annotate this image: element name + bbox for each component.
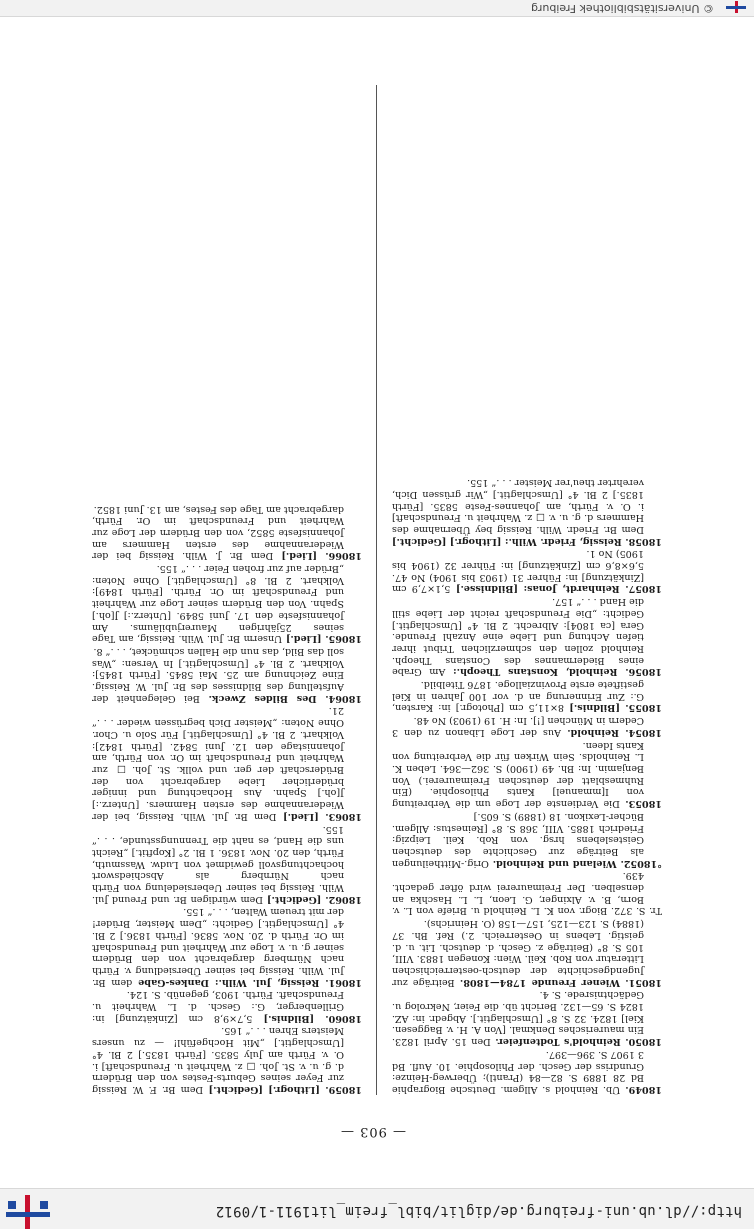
entry-heading: Reinhold, Konstans Theoph.:: [445, 666, 618, 678]
entry-number: 18051.: [619, 976, 662, 988]
entry-body: [392, 739, 662, 809]
catalog-entry: [392, 1048, 662, 1095]
entry-text: Die Verdienste der Loge um die Verbreitung von I[mmanuel] Kants Philosophie. (Ein Ruhmesblatt der deutschen Freimaurerei.) Von Benjamin. In: Bh. 49 (1900) S. 362—364. Leben K. L. Reinholds. Sein Wirken für die Verbreitung von Kants Ideen.: [392, 739, 644, 810]
catalog-entry: [392, 739, 662, 809]
viewer-header: [0, 1188, 754, 1229]
entry-text: Tr. S. 372. Biogr. von K. L. Reinhold u. Briefe von L. v. Born, B. v. Alxinger, G. Leon, L. L. Haschka an denselben. Der Freimaurerei wird öfter gedacht. 439.: [392, 870, 662, 917]
entry-number: 18049.: [620, 1084, 662, 1095]
catalog-entry: [92, 562, 362, 644]
entry-body: [92, 705, 362, 822]
entry-heading: Reinhold's Todtenfeier.: [490, 1036, 621, 1048]
catalog-entry: [92, 705, 362, 822]
catalog-entry: [392, 595, 662, 677]
entry-text: Bei Gelegenheit der Aufstellung des Bildnisses des Br. Jul. W. Reissig. Eine Zeichnung am 25. Mai 5845. [Fürth 1845]: Volkhart. 2 Bl. 4° [Umschlagtit.] In Versen: „Was soll das Bild, das nun die Hallen schmücket, . . .“ 8.: [92, 645, 344, 704]
entry-text: Dem Br. F. W. Reissig zur Feyer seines Geburts-Festes von den Brüdern d. g. u. v. St. Joh. □ z. Wahrheit u. Freundschaft] i. O. v. Fürth am July 5835. [Fürth 1835.] 2 Bl. 4° [Umschlagtit.] „Mit Hochgefühl! — zu unsers Meisters Ehren . . .“ 165.: [92, 1025, 344, 1095]
entry-body: [92, 503, 362, 562]
entry-body: [92, 645, 362, 704]
entry-text: 8×11,5 cm [Photogr.] in: Karsten, G.: Zur Erinnerung an d. vor 100 Jahren in Kiel gestiftete erste Provinzialloge. 1876 Titelbild.: [392, 679, 644, 714]
entry-text: 5,1×7,9 cm [Zinkätzung] in: Führer 31 (1903 bis 1904) No 47. 5,6×8,6 cm [Zinkätzung] in: Führer 32 (1904 bis 1905) No 1.: [392, 548, 644, 595]
entry-heading: [Gedicht.]: [262, 893, 322, 905]
source-url[interactable]: http://dl.ub.uni-freiburg.de/diglit/bibl_freim_lit1911-1/0912: [215, 1203, 742, 1219]
entry-heading: [Bildnis.]: [564, 702, 620, 714]
entry-text: Orig.-Mittheilungen als Beiträge zur Geschichte des deutschen Geisteslebens hrsg. von Rob. Keil. Leipzig: Friedrich 1885. VIII, 368 S. 8° [Reinestus: Allgem. Bücher-Lexikon. 18 (1889) S. 605.]: [392, 810, 644, 869]
catalog-entry: [92, 823, 362, 905]
entry-number: 18054.: [619, 726, 662, 738]
entry-number: °18052.: [616, 857, 662, 869]
entry-heading: Wieland und Reinhold.: [488, 857, 617, 869]
entry-heading: Des Bildes Zweck.: [199, 692, 317, 704]
entry-number: 18064.: [316, 692, 362, 704]
entry-heading: Reissig, Jul. Wilh.: Dankes-Gabe: [132, 976, 320, 988]
entry-body: [92, 562, 362, 644]
entry-number: 18056.: [617, 666, 662, 678]
entry-text: Dem Br. Friedr. Wilh. Reissig bey Übernahme des Hammers d. g. u. v. □ z. Wahrheit u. Freundschaft] i. O. v. Fürth, am Johannes-Feste 5835. [Fürth 1835.] 2 Bl. 4° [Umschlagtit.] „Wir grüssen Dich, verehrter theu'rer Meister . . .“ 155.: [392, 477, 644, 535]
entry-text: Beiträge zur Jugendgeschichte der deutsch-oesterreichischen Litteratur von Rob. Keil. Wien: Konegen 1883. VIII, 105 S. 8° (Beiträge z. Gesch. d. deutsch. Lit. u. d. geistig. Lebens in Oesterreich. 2.) Ref. Bh. 37 (1884) S. 123—125, 157—158 (O. Heinrichs).: [392, 918, 644, 988]
entry-text: Aus der Loge Libanon zu den 3 Cedern in München [!]. In: H. 19 (1903) No 48.: [392, 715, 644, 738]
entry-number: 18066.: [317, 550, 362, 562]
catalog-entry: [92, 1025, 362, 1095]
catalog-entry: [392, 810, 662, 869]
entry-number: 18061.: [319, 976, 362, 988]
catalog-entry: [92, 503, 362, 562]
catalog-entry: [392, 917, 662, 987]
left-column: [392, 85, 662, 1095]
entry-body: [92, 1025, 362, 1095]
column-divider: [376, 85, 377, 1095]
right-column: [92, 85, 362, 1095]
entry-body: [392, 548, 662, 595]
entry-body: [92, 823, 362, 905]
entry-body: [392, 476, 662, 546]
page-number: — 903 —: [339, 1124, 407, 1139]
entry-text: Am Grabe eines Biedermannes des Constans Theoph. Reinhold zollen den schmerzlichen Tribut ihrer tiefen Achtung und Liebe eine Anzahl Freunde. Gera [ca 1804]: Albrecht. 2 Bl. 4° [Umschlagtit.] Gedicht: „Die Freundschaft reicht der Liebe still die Hand . . .“ 157.: [392, 596, 644, 678]
university-logo-icon: [6, 1195, 50, 1229]
entry-text: Dem Br. J. Wilh. Reissig bei der Wiederannahme des ersten Hammers am Johannisfeste 5852, von den Brüdern der Loge zur Wahrheit und Freundschaft im Or. Fürth, dargebracht am Tage des Festes, am 13. Juni 1852.: [92, 503, 344, 562]
catalog-entry: [392, 476, 662, 546]
footer-logo-icon: [726, 1, 746, 13]
entry-body: [392, 678, 662, 713]
entry-text: Dem Br. Jul. Wilh. Reissig, bei der Wiederannahme des ersten Hammers. [Unterz.:] J[oh.] Spahn. Aus Hochachtung und inniger brüderlicher Liebe dargebracht von der Brüderschaft der ger. und vollk. St. Joh. □ zur Wahrheit und Freundschaft im Or. von Fürth, am Johannistage den 12. Juni 5842. [Fürth 1842]: Volkhart. 2 Bl. 4° [Umschlagtit.] Für Solo u. Chor. Ohne Noten: „Meister Dich begrüssen wieder . . .“ 21.: [92, 705, 344, 822]
entry-number: 18063.: [318, 810, 362, 822]
copyright-footer: © Universitätsbibliothek Freiburg: [531, 2, 714, 15]
scanned-page: [84, 59, 662, 1139]
catalog-entry: [392, 989, 662, 1048]
entry-body: [92, 989, 362, 1024]
entry-number: 18060.: [314, 1012, 362, 1024]
entry-text: 5,7×9,8 cm [Zinkätzung] in: Grillenberger, G.: Gesch. d. L. Wahrheit u. Freundschaft. Fürth. 1903, gegenüb. S. 124.: [92, 989, 344, 1024]
entry-number: 18065.: [321, 633, 362, 645]
entry-body: [392, 595, 662, 677]
entry-heading: [Lied.]: [273, 550, 318, 562]
catalog-entry: [392, 678, 662, 713]
entry-body: [392, 870, 662, 917]
entry-heading: Wiener Freunde 1784—1808.: [454, 976, 620, 988]
entry-number: 18057.: [619, 583, 662, 595]
entry-body: [392, 917, 662, 987]
entry-body: [92, 906, 362, 988]
entry-number: 18053.: [619, 798, 662, 810]
entry-number: 18062.: [321, 893, 362, 905]
entry-body: [392, 715, 662, 738]
entry-number: 18059.: [319, 1084, 362, 1095]
catalog-entry: [92, 645, 362, 704]
entry-body: [392, 810, 662, 869]
catalog-entry: [392, 715, 662, 738]
catalog-entry: [92, 989, 362, 1024]
entry-text: Üb. Reinhold s. Allgem. Deutsche Biographie Bd 28 1889 S. 82—84 (Prantl); Überweg-Heinze: Grundriss der Gesch. der Philosophie. 10. Aufl. Bd 3 1907 S. 396—397.: [392, 1048, 644, 1095]
entry-body: [392, 989, 662, 1048]
entry-number: 18050.: [620, 1036, 662, 1048]
entry-number: 18055.: [619, 702, 662, 714]
entry-number: 18058.: [621, 535, 662, 547]
entry-text: Dem würdigen Br. und Freund Jul. Wilh. Reissig bei seiner Uebersiedelung von Fürth nach Nürnberg als Abschiedswort hochachtungsvoll gewidmet von Ludw. Wassmuth, Fürth, den 20. Nov. 1836. 1 Bl. 2° [Kopftit.] „Reicht uns die Hand, es naht die Trennungsstunde, . . .“ 155.: [92, 823, 344, 905]
catalog-entry: [92, 906, 362, 988]
entry-heading: [Lied.]: [276, 810, 319, 822]
entry-heading: Reinhardt, Jonas: [Bildnisse.]: [450, 583, 620, 595]
entry-heading: Reinhold.: [560, 726, 620, 738]
entry-text: dem Br. Jul. Wilh. Reissig bei seiner Übersiedlung v. Fürth nach Nürnberg dargebracht von den Brüdern seiner g. u. v. Loge zur Wahrheit und Freundschaft im Or. Fürth d. 20. Nov. 5836. [Fürth 1836.] 2 Bl. 4° [Umschlagtit.] Gedicht: „Dem Meister, Brüder! der mit treuem Walten, . . .“ 155.: [92, 906, 344, 988]
entry-heading: [Lithogr.] [Gedicht.]: [203, 1084, 320, 1095]
catalog-entry: [392, 548, 662, 595]
entry-heading: Reissig, Friedr. Wilh.: [Lithogr.] [Gedicht.]: [392, 535, 622, 547]
entry-body: [392, 1048, 662, 1095]
entry-heading: [Bildnis.]: [252, 1012, 315, 1024]
entry-text: Unserm Br. Jul. Wilh. Reissig, am Tage seines 25jährigen Maurerjubiläums. Am Johannisfeste den 17. Juni 5849. [Unterz.:] J[oh.] Spahn. Von den Brüdern seiner Loge zur Wahrheit und Freundschaft im Or. Fürth. [Fürth 1849]: Volkhart. 2 Bl. 8° [Umschlagtit.] Ohne Noten: „Brüder auf zur frohen Feier . . .“ 155.: [92, 563, 344, 645]
catalog-entry: [392, 870, 662, 917]
entry-text: Den 15. April 1823. Ein maurerisches Denkmal. [Von A. H. v. Baggesen. Kiel] 1824. 32 S. 8° [Umschlagtit.]. Abgedr. in: AZ. 1824 S. 65—132. Bericht üb. die Feier, Nekrolog u. Gedächtnisrede. S. 4.: [392, 989, 644, 1048]
entry-heading: [Lied.]: [282, 633, 322, 645]
